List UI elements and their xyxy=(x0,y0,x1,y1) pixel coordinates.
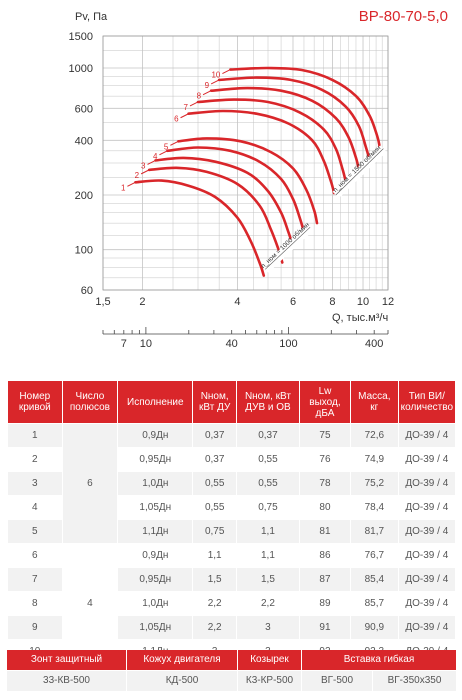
x-tick-label: 12 xyxy=(381,296,395,308)
curve-6 xyxy=(189,111,335,193)
cell-curve-number: 7 xyxy=(8,568,62,591)
cell-curve-number: 1 xyxy=(8,424,62,447)
cell-lw: 87 xyxy=(300,568,350,591)
chart-title: ВР-80-70-5,0 xyxy=(358,8,448,25)
cell-mass: 85,7 xyxy=(351,592,398,615)
x-axis-label: Q, тыс.м³/ч xyxy=(332,312,389,324)
cell-power-du: 1,1 xyxy=(193,544,236,567)
cell-mass: 72,6 xyxy=(351,424,398,447)
header-vi-type: Тип ВИ/ количество xyxy=(399,381,455,423)
header-lw: Lw выход, дБА xyxy=(300,381,350,423)
curve-label-leader xyxy=(222,70,230,74)
cell-lw: 91 xyxy=(300,616,350,639)
secondary-tick-label: 10 xyxy=(139,338,153,350)
curve-number-label: 3 xyxy=(141,161,146,171)
x-tick-label: 10 xyxy=(356,296,370,308)
cell-execution: 1,05Дн xyxy=(118,616,192,639)
y-tick-label: 100 xyxy=(74,244,93,257)
header-mass: Масса, кг xyxy=(351,381,398,423)
cell-mass: 78,4 xyxy=(351,496,398,519)
cell-curve-number: 9 xyxy=(8,616,62,639)
cell-mass: 74,9 xyxy=(351,448,398,471)
cell-vi-type: ДО-39 / 4 xyxy=(399,568,455,591)
cell-power-du: 0,75 xyxy=(193,520,236,543)
header-poles: Число полюсов xyxy=(63,381,118,423)
cell-lw: 78 xyxy=(300,472,350,495)
table-row xyxy=(8,424,455,447)
table-header-row xyxy=(8,381,455,423)
cell-poles: 6 xyxy=(63,424,118,543)
cell-vi-type: ДО-39 / 4 xyxy=(399,616,455,639)
y-tick-label: 60 xyxy=(80,285,93,297)
secondary-tick-label: 100 xyxy=(279,338,298,350)
curve-label-leader xyxy=(127,182,135,186)
cell-lw: 75 xyxy=(300,424,350,447)
secondary-tick-label: 7 xyxy=(120,338,127,350)
header-power-duv: Nном, кВт ДУВ и ОВ xyxy=(237,381,299,423)
curve-label-leader xyxy=(211,80,219,84)
x-tick-label: 8 xyxy=(329,296,336,308)
cell-lw: 86 xyxy=(300,544,350,567)
acc-value-motor-cover: КД-500 xyxy=(127,671,237,691)
cell-power-du: 1,5 xyxy=(193,568,236,591)
secondary-tick-label: 400 xyxy=(365,338,384,350)
curve-number-label: 2 xyxy=(134,170,140,180)
curve-number-label: 7 xyxy=(183,102,188,112)
cell-execution: 0,95Дн xyxy=(118,448,192,471)
acc-header-umbrella: Зонт защитный xyxy=(7,650,126,670)
cell-mass: 90,9 xyxy=(351,616,398,639)
cell-curve-number: 5 xyxy=(8,520,62,543)
y-axis-label: Pv, Па xyxy=(75,11,108,23)
curve-number-label: 8 xyxy=(196,91,202,101)
cell-execution: 0,9Дн xyxy=(118,424,192,447)
acc-value-flex-insert-1: ВГ-500 xyxy=(302,671,372,691)
secondary-tick-label: 40 xyxy=(225,338,238,350)
cell-vi-type: ДО-39 / 4 xyxy=(399,424,455,447)
curve-10 xyxy=(230,68,379,148)
cell-power-duv: 0,75 xyxy=(237,496,299,519)
cell-execution: 1,1Дн xyxy=(118,520,192,543)
acc-value-flex-insert-2: ВГ-350х350 xyxy=(373,671,456,691)
cell-power-duv: 0,37 xyxy=(237,424,299,447)
cell-power-du: 2,2 xyxy=(193,616,236,639)
acc-value-visor: К3-КР-500 xyxy=(238,671,301,691)
cell-mass: 75,2 xyxy=(351,472,398,495)
cell-vi-type: ДО-39 / 4 xyxy=(399,592,455,615)
acc-header-flex-insert: Вставка гибкая xyxy=(302,650,456,670)
curve-number-label: 4 xyxy=(152,151,158,161)
curve-label-leader xyxy=(203,91,211,95)
x-tick-label: 4 xyxy=(234,296,241,308)
cell-lw: 89 xyxy=(300,592,350,615)
cell-vi-type: ДО-39 / 4 xyxy=(399,544,455,567)
cell-vi-type: ДО-39 / 4 xyxy=(399,496,455,519)
acc-value-umbrella: 33-КВ-500 xyxy=(7,671,126,691)
cell-power-duv: 2,2 xyxy=(237,592,299,615)
cell-execution: 0,95Дн xyxy=(118,568,192,591)
acc-header-visor: Козырек xyxy=(238,650,301,670)
y-tick-label: 1000 xyxy=(68,62,93,75)
curve-label-leader xyxy=(181,114,189,118)
curve-number-label: 1 xyxy=(120,183,126,193)
cell-mass: 85,4 xyxy=(351,568,398,591)
header-power-du: Nном, кВт ДУ xyxy=(193,381,236,423)
cell-execution: 1,05Дн xyxy=(118,496,192,519)
cell-poles: 4 xyxy=(63,544,118,663)
cell-power-duv: 1,1 xyxy=(237,520,299,543)
x-tick-label: 6 xyxy=(289,296,297,308)
cell-vi-type: ДО-39 / 4 xyxy=(399,472,455,495)
spec-table xyxy=(7,380,456,664)
cell-curve-number: 2 xyxy=(8,448,62,471)
cell-lw: 81 xyxy=(300,520,350,543)
cell-mass: 76,7 xyxy=(351,544,398,567)
cell-power-duv: 0,55 xyxy=(237,472,299,495)
curve-label-leader xyxy=(170,141,178,145)
curve-number-label: 6 xyxy=(174,114,179,124)
cell-mass: 81,7 xyxy=(351,520,398,543)
accessories-values xyxy=(7,671,456,691)
x-tick-label: 1,5 xyxy=(95,296,111,308)
cell-power-duv: 1,1 xyxy=(237,544,299,567)
cell-power-du: 0,55 xyxy=(193,496,236,519)
y-tick-label: 200 xyxy=(74,189,93,202)
y-tick-label: 1500 xyxy=(68,31,93,43)
cell-curve-number: 8 xyxy=(8,592,62,615)
curve-label-leader xyxy=(190,102,198,106)
cell-power-du: 0,37 xyxy=(193,424,236,447)
cell-lw: 76 xyxy=(300,448,350,471)
cell-vi-type: ДО-39 / 4 xyxy=(399,520,455,543)
cell-power-duv: 3 xyxy=(237,616,299,639)
curve-number-label: 10 xyxy=(211,70,221,80)
speed-1000-label: n_ном = 1000 об/мин xyxy=(259,221,311,270)
cell-power-du: 2,2 xyxy=(193,592,236,615)
y-tick-label: 600 xyxy=(74,103,93,116)
cell-curve-number: 3 xyxy=(8,472,62,495)
speed-1500-label: n_ном = 1500 об/мин xyxy=(332,144,383,194)
cell-vi-type: ДО-39 / 4 xyxy=(399,448,455,471)
acc-header-motor-cover: Кожух двигателя xyxy=(127,650,237,670)
cell-power-du: 0,55 xyxy=(193,472,236,495)
y-tick-label: 400 xyxy=(74,135,93,148)
cell-power-duv: 1,5 xyxy=(237,568,299,591)
table-row xyxy=(8,544,455,567)
header-curve-number: Номер кривой xyxy=(8,381,62,423)
cell-power-du: 0,37 xyxy=(193,448,236,471)
cell-power-duv: 0,55 xyxy=(237,448,299,471)
cell-execution: 0,9Дн xyxy=(118,544,192,567)
header-execution: Исполнение xyxy=(118,381,192,423)
curve-label-leader xyxy=(159,151,167,155)
curve-number-label: 5 xyxy=(163,142,169,152)
cell-execution: 1,0Дн xyxy=(118,472,192,495)
cell-curve-number: 4 xyxy=(8,496,62,519)
cell-curve-number: 6 xyxy=(8,544,62,567)
accessories-header xyxy=(7,650,456,670)
curve-number-label: 9 xyxy=(204,80,210,90)
x-tick-label: 2 xyxy=(139,296,146,308)
cell-execution: 1,0Дн xyxy=(118,592,192,615)
cell-lw: 80 xyxy=(300,496,350,519)
curve-label-leader xyxy=(147,160,155,164)
